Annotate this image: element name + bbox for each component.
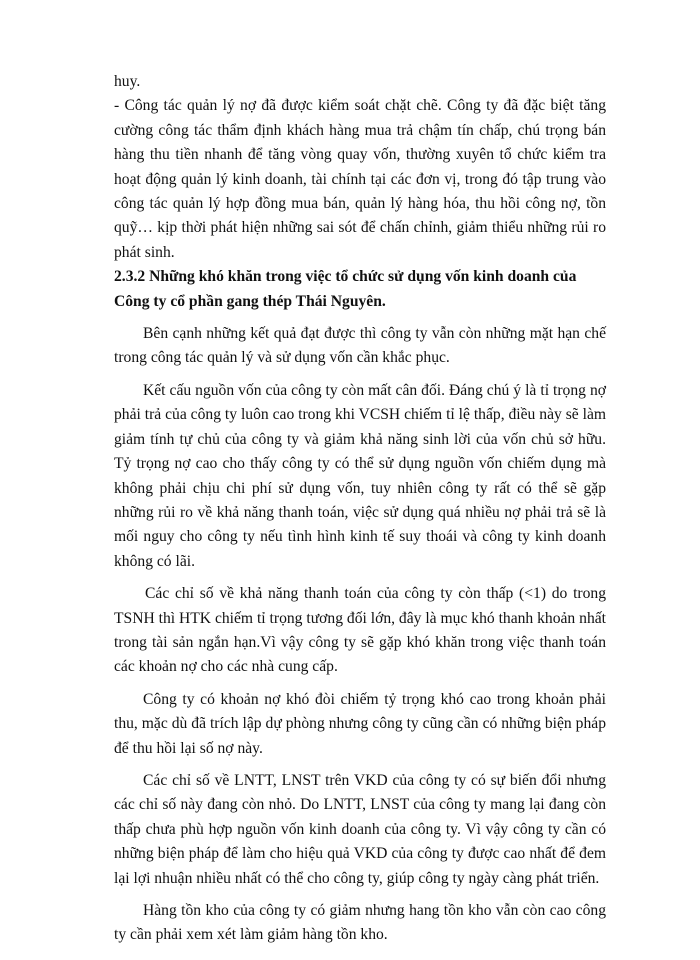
paragraph-liquidity: Các chỉ số về khả năng thanh toán của công ty còn thấp (<1) do trong TSNH thì HTK chiếm tỉ trọng tương đối lớn, đây là mục khó thanh khoản nhất trong tài sản ngắn hạn.Vì vậy công ty sẽ gặp khó khăn trong việc thanh toán các khoản nợ cho các nhà cung cấp. <box>114 585 606 676</box>
document-page <box>114 70 606 948</box>
paragraph-capital-structure: Kết cấu nguồn vốn của công ty còn mất cân đối. Đáng chú ý là tỉ trọng nợ phải trả của công ty luôn cao trong khi VCSH chiếm tỉ lệ thấp, điều này sẽ làm giảm tính tự chủ của công ty và giảm khả năng sinh lời của vốn chủ sở hữu. Tỷ trọng nợ cao cho thấy công ty có thể sử dụng nguồn vốn chiếm dụng mà không phải chịu chi phí sử dụng vốn, tuy nhiên công ty rất có thể sẽ gặp những rủi ro về khả năng thanh toán, việc sử dụng quá nhiều nợ phải trả sẽ là mối nguy cho công ty nếu tình hình kinh tế suy thoái và công ty kinh doanh không có lãi. <box>114 381 606 570</box>
continuation-line: huy. <box>114 73 141 90</box>
section-heading: 2.3.2 Những khó khăn trong việc tổ chức sử dụng vốn kinh doanh của Công ty cổ phần gang thép Thái Nguyên. <box>114 268 577 310</box>
bullet-debt-control: - Công tác quản lý nợ đã được kiểm soát chặt chẽ. Công ty đã đặc biệt tăng cường công tác thẩm định khách hàng mua trả chậm tín chấp, chú trọng bán hàng thu tiền nhanh để tăng vòng quay vốn, thường xuyên tổ chức kiểm tra hoạt động quản lý kinh doanh, tài chính tại các đơn vị, trong đó tập trung vào công tác quản lý hợp đồng mua bán, quản lý hàng hóa, thu hồi công nợ, tồn quỹ… kịp thời phát hiện những sai sót để chấn chỉnh, giảm thiểu những rủi ro phát sinh. <box>114 97 606 261</box>
paragraph-limitations: Bên cạnh những kết quả đạt được thì công ty vẫn còn những mặt hạn chế trong công tác quản lý và sử dụng vốn cần khắc phục. <box>114 325 606 367</box>
paragraph-inventory: Hàng tồn kho của công ty có giảm nhưng hang tồn kho vẫn còn cao công ty cần phải xem xét làm giảm hàng tồn kho. <box>114 902 606 944</box>
paragraph-bad-debt: Công ty có khoản nợ khó đòi chiếm tỷ trọng khó cao trong khoản phải thu, mặc dù đã trích lập dự phòng nhưng công ty cũng cần có những biện pháp để thu hồi lại số nợ này. <box>114 690 606 757</box>
paragraph-profitability: Các chỉ số về LNTT, LNST trên VKD của công ty có sự biến đổi nhưng các chỉ số này đang còn nhỏ. Do LNTT, LNST của công ty mang lại đang còn thấp chưa phù hợp nguồn vốn kinh doanh của công ty. Vì vậy công ty cần có những biện pháp để làm cho hiệu quả VKD của công ty được cao nhất để đem lại lợi nhuận nhiều nhất có thể cho công ty, giúp công ty ngày càng phát triển. <box>114 771 606 887</box>
